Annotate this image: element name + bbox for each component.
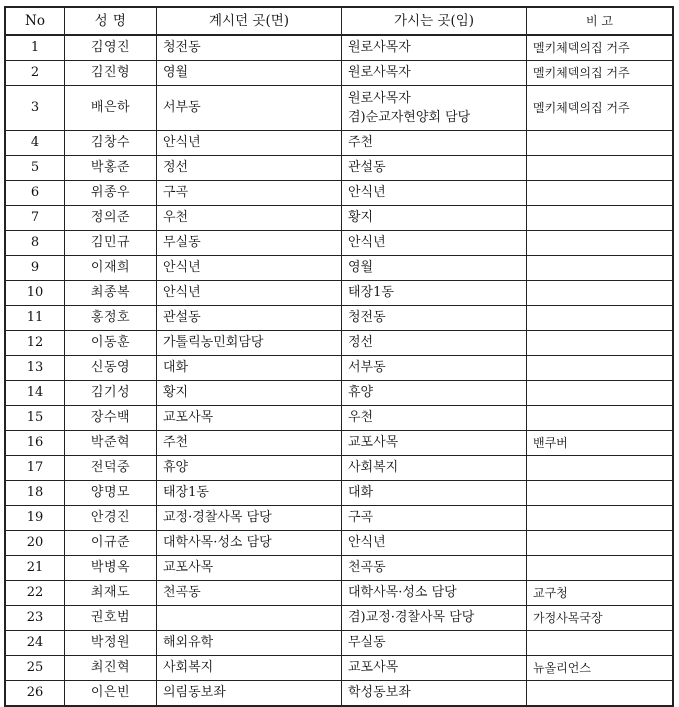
row-number: 6: [5, 181, 65, 206]
row-to-line: 황지: [348, 210, 374, 225]
row-to-line: 원로사목자: [348, 65, 411, 80]
row-to: [342, 556, 527, 581]
row-from: 안식년: [157, 131, 342, 156]
row-to: [342, 231, 527, 256]
row-to-line: 원로사목자: [348, 91, 411, 106]
row-number: 23: [5, 606, 65, 631]
row-note: [527, 356, 674, 381]
row-number: 21: [5, 556, 65, 581]
row-to-line: 주천: [348, 135, 374, 150]
table-row: [5, 86, 673, 131]
row-name: 전덕중: [65, 456, 157, 481]
row-name: 정의준: [65, 206, 157, 231]
row-to-line: 휴양: [348, 385, 374, 400]
row-note: [527, 406, 674, 431]
row-note: [527, 456, 674, 481]
row-from: 가톨릭농민회담당: [157, 331, 342, 356]
row-to: [342, 356, 527, 381]
row-to: [342, 456, 527, 481]
row-note: 가정사목국장: [527, 606, 674, 631]
assignment-table: [4, 6, 674, 707]
row-note: 멜키체덱의집 거주: [527, 35, 674, 61]
table-row: [5, 406, 673, 431]
row-to-line: 관설동: [348, 160, 386, 175]
row-note: [527, 131, 674, 156]
row-name: 이동훈: [65, 331, 157, 356]
row-to-line: 교포사목: [348, 660, 399, 675]
table-body: [5, 35, 673, 706]
table-row: [5, 206, 673, 231]
row-number: 22: [5, 581, 65, 606]
table-row: [5, 281, 673, 306]
row-number: 19: [5, 506, 65, 531]
row-to-line: 서부동: [348, 360, 386, 375]
row-to-line: 겸)순교자현양회 담당: [348, 110, 471, 125]
row-number: 20: [5, 531, 65, 556]
table-row: [5, 631, 673, 656]
row-note: 뉴올리언스: [527, 656, 674, 681]
row-from: 의림동보좌: [157, 681, 342, 707]
row-name: 이재희: [65, 256, 157, 281]
row-note: [527, 181, 674, 206]
row-from: 정선: [157, 156, 342, 181]
row-to: [342, 531, 527, 556]
row-to-line: 청전동: [348, 310, 386, 325]
header-from: 계시던 곳(면): [157, 7, 342, 35]
row-name: 권호범: [65, 606, 157, 631]
row-name: 장수백: [65, 406, 157, 431]
row-name: 박준혁: [65, 431, 157, 456]
row-from: 서부동: [157, 86, 342, 131]
row-to: [342, 506, 527, 531]
table-row: [5, 256, 673, 281]
row-to-line: 구곡: [348, 510, 374, 525]
row-number: 3: [5, 86, 65, 131]
row-name: 최종복: [65, 281, 157, 306]
row-from: 대화: [157, 356, 342, 381]
row-to-line: 학성동보좌: [348, 685, 411, 700]
row-from: 교정·경찰사목 담당: [157, 506, 342, 531]
row-number: 16: [5, 431, 65, 456]
row-note: [527, 281, 674, 306]
row-note: [527, 156, 674, 181]
header-row: [5, 7, 673, 35]
row-name: 안경진: [65, 506, 157, 531]
table-row: [5, 656, 673, 681]
row-to: [342, 606, 527, 631]
row-name: 김기성: [65, 381, 157, 406]
row-note: [527, 381, 674, 406]
row-number: 4: [5, 131, 65, 156]
table-row: [5, 331, 673, 356]
row-to: [342, 281, 527, 306]
header-note: 비 고: [527, 7, 674, 35]
row-from: 해외유학: [157, 631, 342, 656]
row-number: 17: [5, 456, 65, 481]
row-to-line: 겸)교정·경찰사목 담당: [348, 610, 475, 625]
row-number: 8: [5, 231, 65, 256]
row-from: 대학사목·성소 담당: [157, 531, 342, 556]
row-number: 12: [5, 331, 65, 356]
table-row: [5, 506, 673, 531]
row-note: 멜키체덱의집 거주: [527, 61, 674, 86]
row-name: 신동영: [65, 356, 157, 381]
table-row: [5, 556, 673, 581]
row-to-line: 교포사목: [348, 435, 399, 450]
table-row: [5, 681, 673, 707]
row-to-line: 대학사목·성소 담당: [348, 585, 457, 600]
row-to-line: 태장1동: [348, 285, 394, 300]
row-to: [342, 481, 527, 506]
row-to: [342, 681, 527, 707]
row-to: [342, 656, 527, 681]
row-to: [342, 306, 527, 331]
row-name: 홍정호: [65, 306, 157, 331]
table-row: [5, 156, 673, 181]
row-name: 최진혁: [65, 656, 157, 681]
header-name: 성 명: [65, 7, 157, 35]
row-to: [342, 206, 527, 231]
row-number: 25: [5, 656, 65, 681]
row-name: 김창수: [65, 131, 157, 156]
table-row: [5, 231, 673, 256]
table-row: [5, 606, 673, 631]
row-to-line: 사회복지: [348, 460, 399, 475]
header-to: 가시는 곳(임): [342, 7, 527, 35]
table-row: [5, 181, 673, 206]
row-from: 휴양: [157, 456, 342, 481]
row-to: [342, 631, 527, 656]
row-to: [342, 35, 527, 61]
row-note: [527, 506, 674, 531]
row-to: [342, 406, 527, 431]
row-note: 밴쿠버: [527, 431, 674, 456]
row-from: 교포사목: [157, 556, 342, 581]
row-number: 13: [5, 356, 65, 381]
table-row: [5, 531, 673, 556]
row-to: [342, 581, 527, 606]
row-to-line: 안식년: [348, 535, 386, 550]
table-row: [5, 381, 673, 406]
row-number: 7: [5, 206, 65, 231]
row-number: 2: [5, 61, 65, 86]
table-row: [5, 131, 673, 156]
row-to-line: 대화: [348, 485, 374, 500]
row-to: [342, 331, 527, 356]
table-row: [5, 456, 673, 481]
row-note: [527, 256, 674, 281]
row-from: 관설동: [157, 306, 342, 331]
row-number: 5: [5, 156, 65, 181]
table-row: [5, 35, 673, 61]
row-name: 김민규: [65, 231, 157, 256]
row-from: 천곡동: [157, 581, 342, 606]
row-note: [527, 306, 674, 331]
row-to: [342, 181, 527, 206]
row-note: [527, 556, 674, 581]
row-note: 멜키체덱의집 거주: [527, 86, 674, 131]
table-row: [5, 61, 673, 86]
row-name: 이은빈: [65, 681, 157, 707]
row-name: 박병옥: [65, 556, 157, 581]
row-to-line: 정선: [348, 335, 374, 350]
row-name: 이규준: [65, 531, 157, 556]
row-number: 9: [5, 256, 65, 281]
row-from: 안식년: [157, 281, 342, 306]
row-from: 안식년: [157, 256, 342, 281]
row-note: [527, 206, 674, 231]
row-number: 10: [5, 281, 65, 306]
row-name: 김영진: [65, 35, 157, 61]
row-number: 15: [5, 406, 65, 431]
row-to: [342, 156, 527, 181]
row-note: [527, 481, 674, 506]
row-to: [342, 431, 527, 456]
row-to-line: 천곡동: [348, 560, 386, 575]
row-to-line: 원로사목자: [348, 40, 411, 55]
row-to-line: 무실동: [348, 635, 386, 650]
row-name: 위종우: [65, 181, 157, 206]
row-from: 교포사목: [157, 406, 342, 431]
row-from: 무실동: [157, 231, 342, 256]
table-row: [5, 581, 673, 606]
row-number: 24: [5, 631, 65, 656]
row-from: [157, 606, 342, 631]
table-row: [5, 306, 673, 331]
row-from: 영월: [157, 61, 342, 86]
row-note: [527, 681, 674, 707]
row-name: 김진형: [65, 61, 157, 86]
row-number: 18: [5, 481, 65, 506]
row-note: [527, 231, 674, 256]
row-to: [342, 61, 527, 86]
row-to-line: 안식년: [348, 235, 386, 250]
row-to-line: 안식년: [348, 185, 386, 200]
row-number: 1: [5, 35, 65, 61]
row-from: 우천: [157, 206, 342, 231]
row-note: [527, 331, 674, 356]
row-from: 사회복지: [157, 656, 342, 681]
row-to-line: 우천: [348, 410, 374, 425]
row-to: [342, 256, 527, 281]
row-note: [527, 531, 674, 556]
row-name: 최재도: [65, 581, 157, 606]
row-name: 박정원: [65, 631, 157, 656]
row-from: 황지: [157, 381, 342, 406]
row-number: 14: [5, 381, 65, 406]
row-to: [342, 381, 527, 406]
row-note: [527, 631, 674, 656]
row-number: 11: [5, 306, 65, 331]
row-name: 양명모: [65, 481, 157, 506]
table-row: [5, 356, 673, 381]
row-from: 구곡: [157, 181, 342, 206]
header-no: No: [5, 7, 65, 35]
row-from: 태장1동: [157, 481, 342, 506]
row-from: 청전동: [157, 35, 342, 61]
row-to: [342, 86, 527, 131]
row-to: [342, 131, 527, 156]
table-row: [5, 431, 673, 456]
row-number: 26: [5, 681, 65, 707]
row-to-line: 영월: [348, 260, 374, 275]
table-row: [5, 481, 673, 506]
row-from: 주천: [157, 431, 342, 456]
row-name: 배은하: [65, 86, 157, 131]
row-name: 박홍준: [65, 156, 157, 181]
row-note: 교구청: [527, 581, 674, 606]
